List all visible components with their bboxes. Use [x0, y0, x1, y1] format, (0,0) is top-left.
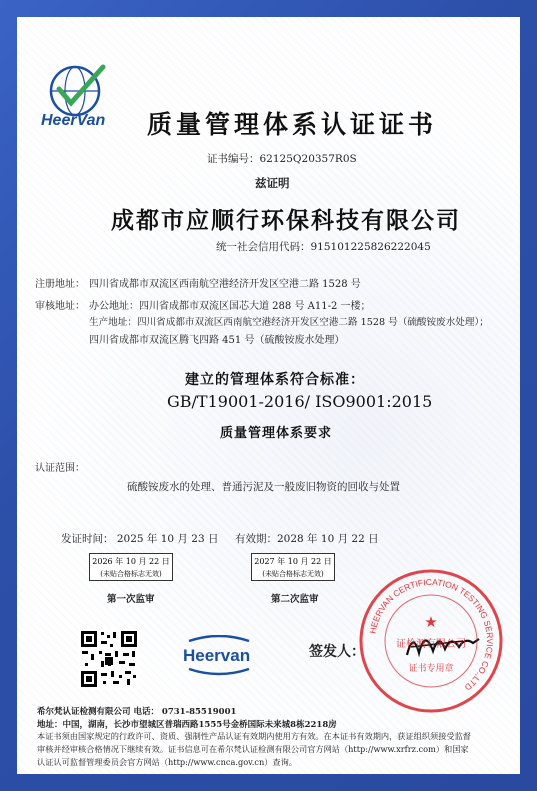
stamp-center-text: 证检测有限公司 — [396, 639, 466, 650]
official-stamp — [357, 567, 505, 715]
footer-company: 希尔梵认证检测有限公司 电话： 0731-85519001 — [37, 707, 237, 717]
logo-text: HeerVan — [41, 112, 106, 129]
globe-check-icon — [31, 59, 131, 131]
svg-text:★: ★ — [424, 613, 438, 631]
qr-code — [79, 629, 139, 689]
production-address: 生产地址：四川省成都市双流区西南航空港经济开发区空港二路 1528 号（硫酸铵废水处理）； — [89, 317, 489, 328]
footer-note-2: 审核并经审核合格情况下继续有效。证书信息可在希尔梵认证检测有限公司官方网站（http://www.xrfrz.com）和国家 — [37, 744, 469, 754]
scope-value: 硫酸铵废水的处理、普通污泥及一般废旧物资的回收与处置 — [127, 481, 400, 493]
credit-code: 统一社会信用代码：915101225826222045 — [216, 241, 431, 253]
standard-title: 建立的管理体系符合标准： — [185, 372, 365, 388]
surveillance-note: (未贴合格标志无效) — [262, 570, 324, 578]
surveillance-label-2: 第二次监审 — [271, 594, 319, 605]
qr-code-icon — [79, 629, 139, 689]
surveillance-box-1 — [89, 553, 173, 581]
production-address-2: 四川省成都市双流区腾飞四路 451 号（硫酸铵废水处理） — [89, 335, 345, 346]
surveillance-note: (未贴合格标志无效) — [100, 570, 162, 578]
signature-label: 签发人： — [309, 644, 365, 660]
office-address: 办公地址：四川省成都市双流区国芯大道 288 号 A11-2 一楼； — [89, 301, 371, 312]
heervan-center-logo — [179, 635, 259, 679]
surveillance-date: 2026 年 10 月 22 日 — [92, 557, 170, 566]
company-name: 成都市应顺行环保科技有限公司 — [111, 207, 461, 234]
standard-subtitle: 质量管理体系要求 — [220, 426, 333, 441]
surveillance-label-1: 第一次监审 — [107, 594, 155, 605]
footer-note-3: 认证认可监督管理委员会官方网站（http://www.cnca.gov.cn）查询。 — [37, 757, 297, 767]
stamp-bottom-text: 证书专用章 — [408, 664, 454, 674]
audit-address-label: 审核地址： — [35, 301, 85, 312]
certificate-sheet — [17, 17, 520, 774]
registered-address-value: 四川省成都市双流区西南航空港经济开发区空港二路 1528 号 — [89, 279, 361, 290]
heervan-logo-icon — [179, 635, 259, 679]
scope-label: 认证范围： — [35, 463, 85, 474]
certificate-title: 质量管理体系认证证书 — [147, 110, 438, 139]
svg-text:HEERVAN CERTIFICATION TESTING — [367, 577, 495, 693]
center-logo-text: Heervan — [183, 646, 251, 665]
certificate-number: 证书编号：62125Q20357R0S — [207, 153, 357, 165]
surveillance-box-2 — [251, 553, 335, 581]
issue-date: 发证时间： 2025 年 10 月 23 日 — [61, 533, 219, 545]
valid-date: 有效期：2028 年 10 月 22 日 — [235, 533, 379, 545]
stamp-ring-text: HEERVAN CERTIFICATION TESTING SERVICE CO.,LTD — [367, 576, 496, 693]
certify-label: 兹证明 — [255, 176, 290, 190]
standard-code: GB/T19001-2016/ ISO9001:2015 — [167, 392, 433, 411]
registered-address-label: 注册地址： — [35, 279, 85, 290]
surveillance-date: 2027 年 10 月 22 日 — [254, 557, 332, 566]
seal-icon — [357, 567, 505, 715]
footer-address: 地址：中国，湖南，长沙市望城区普瑞西路1555号金桥国际未来城8栋2218房 — [37, 720, 337, 730]
footer-note-1: 本证书须由国家规定的行政许可、资质、强制性产品认证有效期内使用方有效。在本证书有效期内，获证组织须接受监督 — [37, 731, 471, 741]
heervan-logo — [31, 59, 131, 131]
